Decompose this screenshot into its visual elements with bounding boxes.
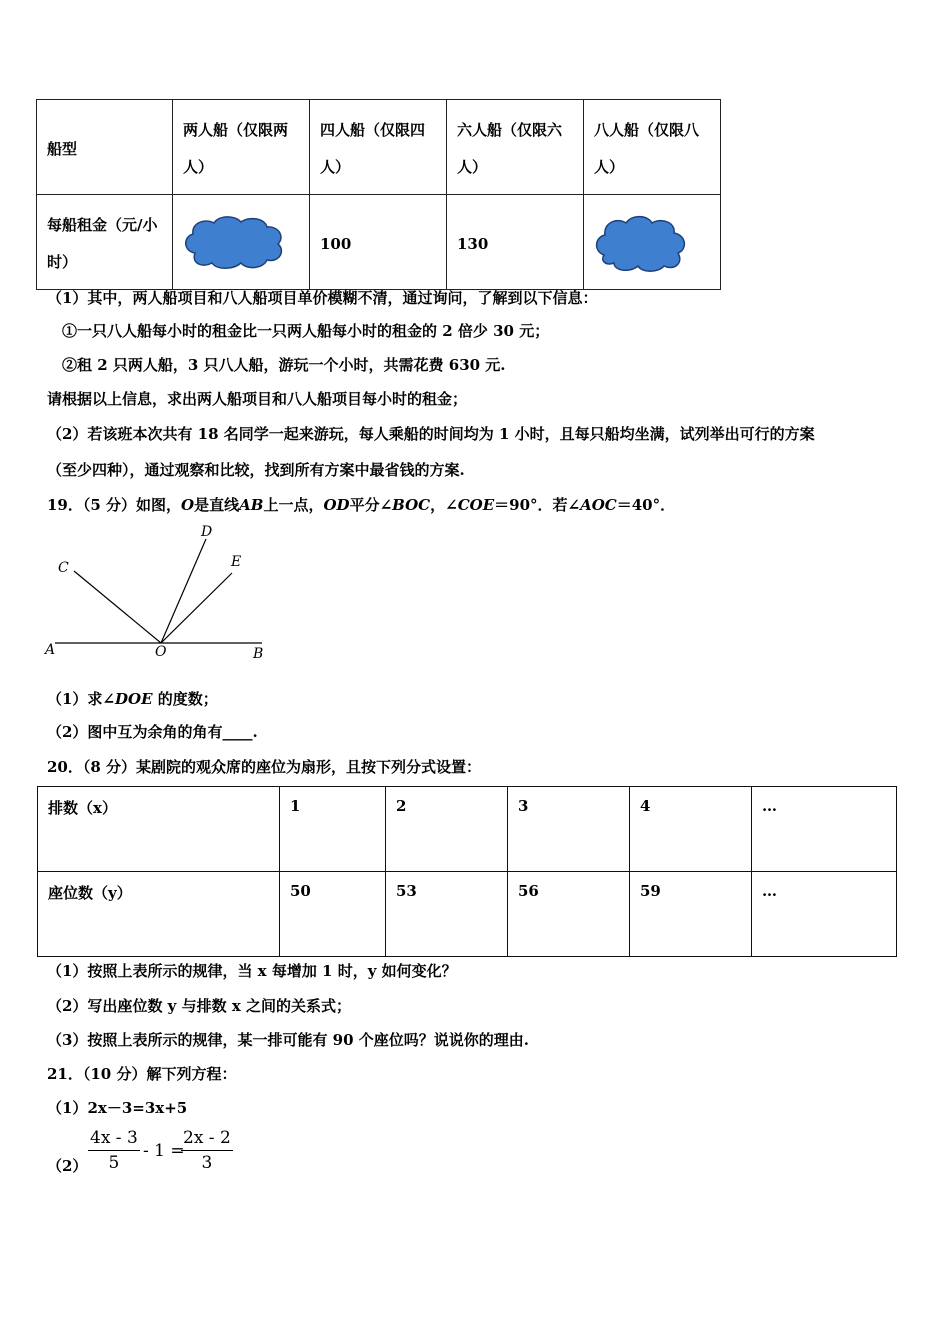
cloud-blot-icon [592,211,688,273]
table-cell [280,872,386,957]
row-header-cell [38,872,280,957]
q19-sub1-prefix: （1）求∠ [47,690,116,708]
fraction-2 [181,1128,233,1173]
q19-text: 平分∠ [349,496,393,514]
q20-title: 20．（8 分）某剧院的观众席的座位为扇形，且按下列分式设置： [47,758,482,776]
q19-text: 是直线 [194,496,240,514]
table-cell [630,787,752,872]
price-cell [447,195,584,290]
q19-sub1-doe: DOE [115,690,153,708]
q18-part2b: （至少四种），通过观察和比较，找到所有方案中最省钱的方案. [47,461,465,479]
ray-oc [74,571,161,643]
boat-rental-table [36,99,721,290]
label-o: O [155,644,167,660]
eq1-text: 2x－3=3x+5 [87,1099,188,1117]
label-d: D [201,524,213,540]
table-cell [752,787,897,872]
cell-value: … [762,797,777,815]
q19-prefix: 19．（5 分）如图， [47,496,182,514]
price-cell [310,195,447,290]
cell-value: 59 [640,882,661,900]
table-header-cell [37,100,173,195]
table-cell [386,787,508,872]
q18-ask: 请根据以上信息，求出两人船项目和八人船项目每小时的租金； [47,390,468,408]
cell-value: 2 [396,797,407,815]
price-value: 100 [320,234,352,253]
table-cell [630,872,752,957]
label-e: E [231,554,242,570]
seat-table [37,786,897,957]
header-label: 船型 [47,139,78,158]
label-a: A [45,642,56,658]
q19-statement [47,494,675,515]
ray-od [161,539,206,643]
table-row [38,787,897,872]
table-header-cell [447,100,584,195]
label-c: C [58,560,69,576]
table-cell [508,787,630,872]
q19-text: 上一点， [263,496,324,514]
q20-sub1: （1）按照上表所示的规律，当 x 每增加 1 时，y 如何变化？ [47,962,457,980]
q19-o: O [181,496,195,514]
table-row [37,195,721,290]
q20-sub3: （3）按照上表所示的规律，某一排可能有 90 个座位吗？说说你的理由. [47,1031,529,1049]
row-label: 每船租金（元/小时） [47,216,158,271]
q21-equation2-label: （2） [47,1157,88,1175]
q18-part1: （1）其中，两人船项目和八人船项目单价模糊不清，通过询问，了解到以下信息： [47,289,598,307]
q18-condition1: ①一只八人船每小时的租金比一只两人船每小时的租金的 2 倍少 30 元； [62,322,550,340]
table-header-cell [310,100,447,195]
price-value: 130 [457,234,489,253]
cloud-shape [597,217,685,272]
fraction-2-denominator: 3 [201,1153,213,1173]
cloud-shape [186,217,282,268]
q19-boc: BOC [392,496,431,514]
row-label-cell [37,195,173,290]
table-cell [508,872,630,957]
cell-value: 56 [518,882,539,900]
q19-text: ＝40°． [616,496,676,514]
cell-value: … [762,882,777,900]
row-header: 排数（x） [48,799,117,817]
eq1-label: （1） [47,1099,88,1117]
q21-equation1 [47,1097,187,1118]
fraction-1-denominator: 5 [108,1153,120,1173]
cell-value: 53 [396,882,417,900]
table-cell [280,787,386,872]
q19-aoc: AOC [580,496,617,514]
label-b: B [253,646,264,662]
boat-name: 四人船（仅限四人） [320,121,426,176]
fraction-1-numerator: 4x - 3 [88,1128,140,1151]
table-header-cell [584,100,721,195]
row-header-cell [38,787,280,872]
q19-text: ＝90°．若∠ [494,496,581,514]
fraction-1 [88,1128,140,1173]
q18-condition2: ②租 2 只两人船，3 只八人船，游玩一个小时，共需花费 630 元. [62,356,506,374]
cell-value: 4 [640,797,651,815]
cloud-blot-icon [181,213,287,271]
angle-figure [40,520,280,665]
equation-middle: - 1 = [143,1141,185,1161]
seat-header: 座位数（y） [48,884,132,902]
q19-sub2: （2）图中互为余角的角有____. [47,723,258,741]
q19-ab: AB [239,496,264,514]
q19-sub1-suffix: 的度数； [152,690,218,708]
cell-value: 50 [290,882,311,900]
boat-name: 六人船（仅限六人） [457,121,563,176]
table-cell [752,872,897,957]
ray-oe [161,573,232,643]
table-cell [386,872,508,957]
q20-sub2: （2）写出座位数 y 与排数 x 之间的关系式； [47,997,351,1015]
fraction-2-numerator: 2x - 2 [181,1128,233,1151]
table-header-cell [173,100,310,195]
q19-text: ，∠ [430,496,458,514]
cell-value: 3 [518,797,529,815]
q21-title: 21．（10 分）解下列方程： [47,1065,237,1083]
boat-name: 八人船（仅限八人） [594,121,700,176]
table-row [38,872,897,957]
q19-od: OD [323,496,350,514]
cell-value: 1 [290,797,301,815]
boat-name: 两人船（仅限两人） [183,121,289,176]
q18-part2a: （2）若该班本次共有 18 名同学一起来游玩，每人乘船的时间均为 1 小时，且每只船均坐满，试列举出可行的方案 [47,425,815,443]
q19-sub1 [47,688,218,709]
blurred-price-cell [584,195,721,290]
q19-coe: COE [457,496,495,514]
blurred-price-cell [173,195,310,290]
table-row [37,100,721,195]
